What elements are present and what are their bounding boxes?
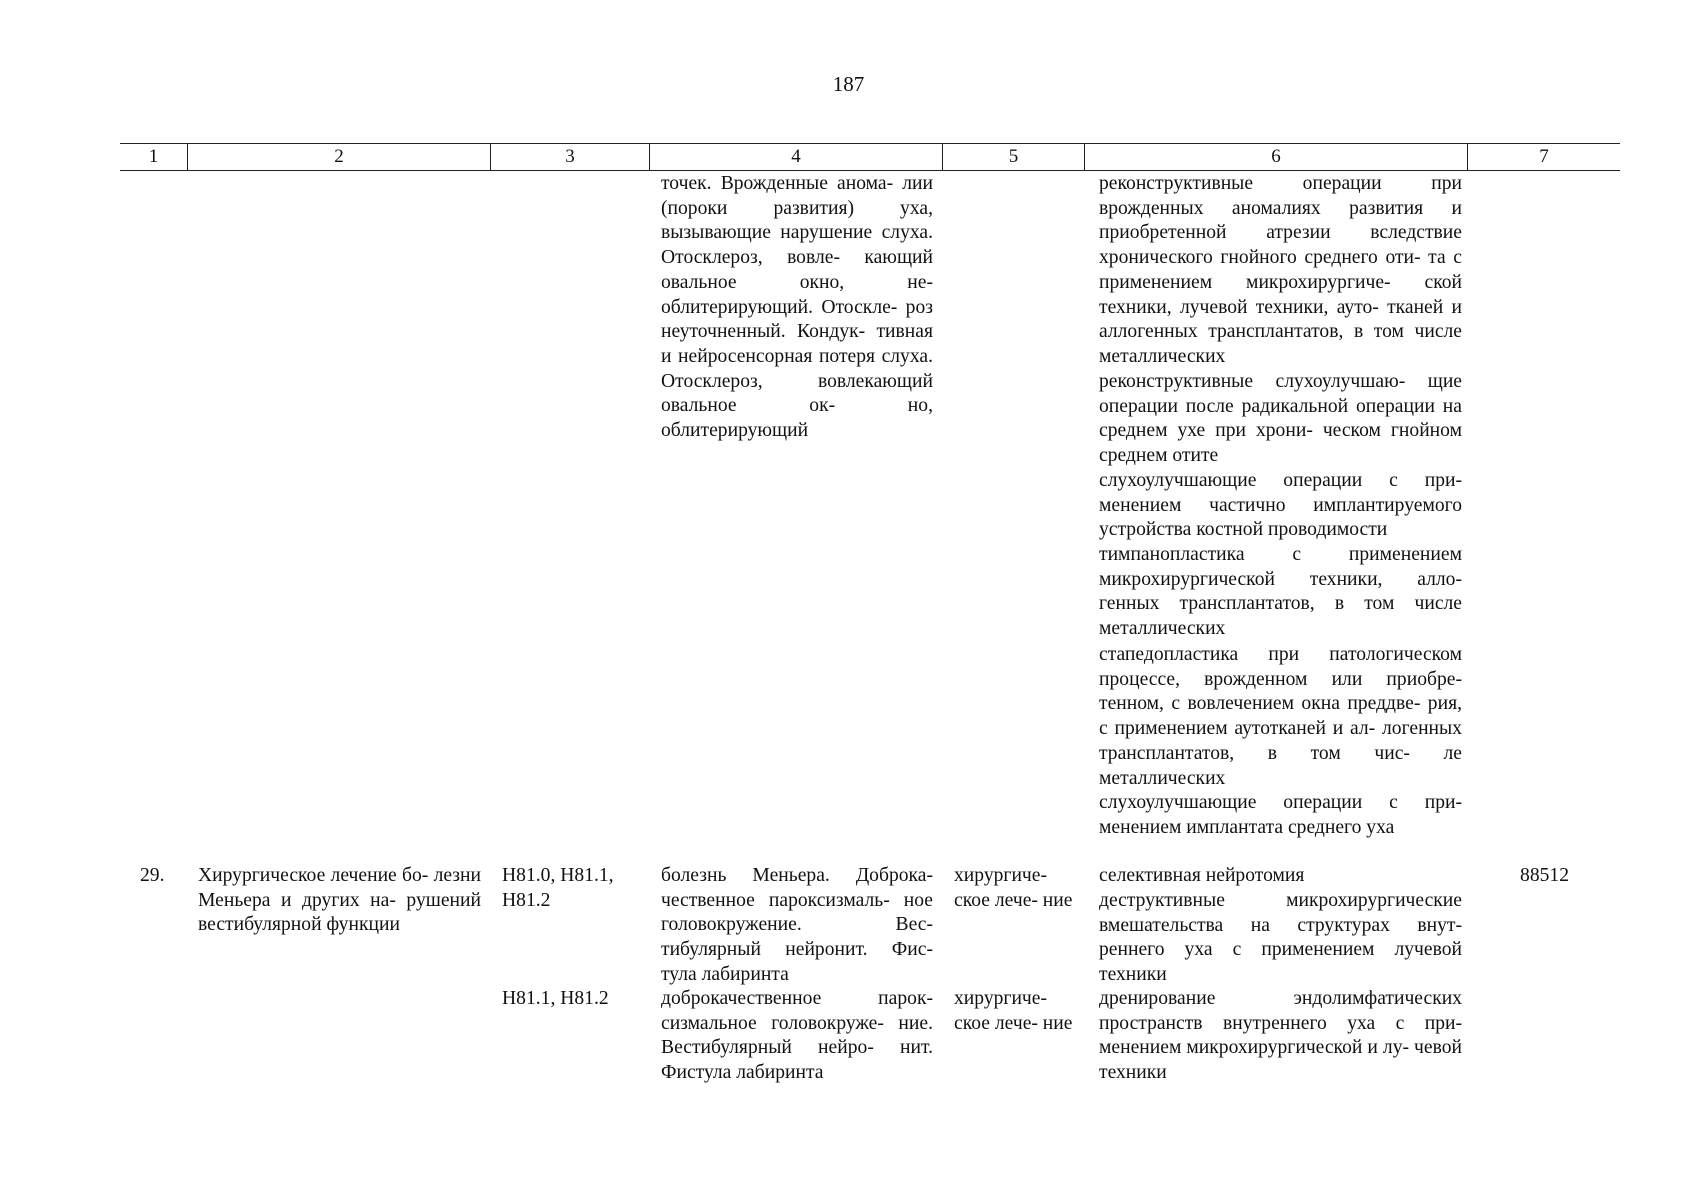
- icd-codes-cell: H81.1, H81.2: [502, 988, 609, 1009]
- method-item: дренирование эндолимфатических пространств внутреннего уха с при- менением микрохирургической и лу- чевой техники: [1099, 988, 1462, 1084]
- price-cell: 88512: [1520, 865, 1569, 886]
- method-item: селективная нейротомия: [1099, 865, 1305, 886]
- icd-codes-cell: H81.0, H81.1, H81.2: [502, 865, 614, 911]
- diagnosis-cell: доброкачественное парок- сизмальное головокруже- ние. Вестибулярный нейро- нит. Фистула лабиринта: [661, 988, 933, 1084]
- column-header-1: 1: [120, 144, 188, 170]
- page-number: 187: [832, 72, 865, 96]
- method-item: деструктивные микрохирургические вмешательства на структурах внут- реннего уха с применением лучевой техники: [1099, 890, 1462, 986]
- method-item: реконструктивные слухоулучшаю- щие операции после радикальной операции на среднем ухе при хрони- ческом гнойном среднем отите: [1099, 371, 1462, 467]
- treatment-type-cell: хирургиче- ское лече- ние: [954, 865, 1073, 911]
- column-header-6: 6: [1085, 144, 1468, 170]
- column-header-7: 7: [1539, 146, 1549, 167]
- method-item: слухоулучшающие операции с при- менением частично имплантируемого устройства костной проводимости: [1099, 470, 1462, 541]
- procedure-name-cell: Хирургическое лечение бо- лезни Меньера и других на- рушений вестибулярной функции: [198, 865, 481, 936]
- treatment-type-cell: хирургиче- ское лече- ние: [954, 988, 1073, 1034]
- method-item: тимпанопластика с применением микрохирургической техники, алло- генных трансплантатов, в том числе металлических: [1099, 544, 1462, 640]
- method-item: реконструктивные операции при врожденных аномалиях развития и приобретенной атрезии вследствие хронического гнойного среднего оти- та с применением микрохирургиче- ской техники, лучевой техники, ауто- тканей и аллогенных трансплантатов, в том числе металлических: [1099, 173, 1462, 367]
- column-header-5: 5: [943, 144, 1085, 170]
- table-header-row: [120, 143, 1620, 171]
- column-header-2: 2: [188, 144, 491, 170]
- diagnosis-cell: болезнь Меньера. Доброка- чественное пароксизмаль- ное головокружение. Вес- тибулярный нейронит. Фис- тула лабиринта: [661, 865, 933, 985]
- continuation-diagnosis-cell: точек. Врожденные анома- лии (пороки развития) уха, вызывающие нарушение слуха. Отосклероз, вовле- кающий овальное окно, не- облитерирующий. Отоскле- роз неуточненный. Кондук- тивная и нейросенсорная потеря слуха. Отосклероз, вовлекающий овальное ок- но, облитерирующий: [661, 173, 933, 442]
- row-number: 29.: [140, 865, 165, 886]
- services-table: [120, 143, 1620, 171]
- method-item: слухоулучшающие операции с при- менением имплантата среднего уха: [1099, 792, 1462, 838]
- method-item: стапедопластика при патологическом процессе, врожденном или приобре- тенном, с вовлечением окна преддве- рия, с применением аутотканей и ал- логенных трансплантатов, в том чис- ле металлических: [1099, 644, 1462, 789]
- column-header-4: 4: [650, 144, 943, 170]
- column-header-3: 3: [491, 144, 650, 170]
